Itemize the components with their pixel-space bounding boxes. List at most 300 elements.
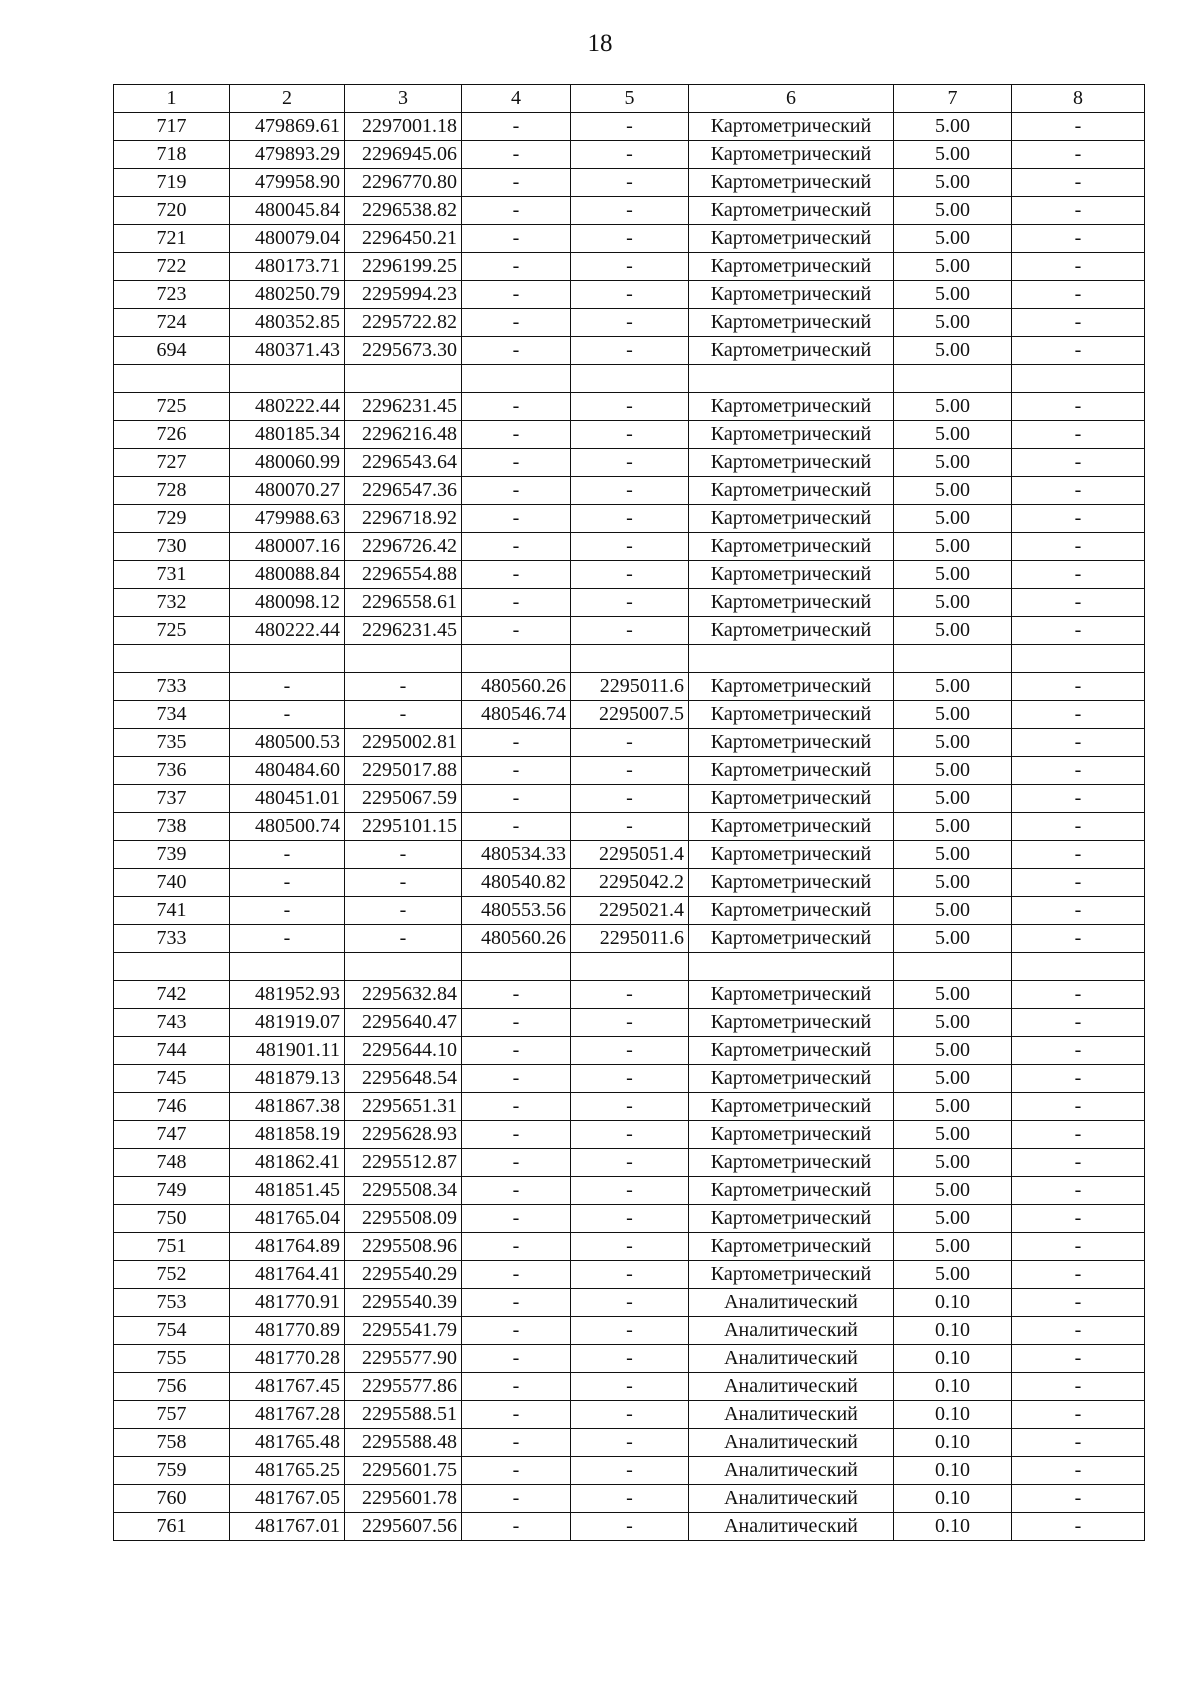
table-cell: 2295577.90 (345, 1345, 462, 1373)
table-cell: 2295651.31 (345, 1093, 462, 1121)
table-cell: 745 (114, 1065, 230, 1093)
table-cell: 2295541.79 (345, 1317, 462, 1345)
table-cell: Картометрический (689, 785, 894, 813)
table-row (114, 197, 1145, 225)
table-cell: 2296558.61 (345, 589, 462, 617)
table-cell: Картометрический (689, 533, 894, 561)
table-cell: 740 (114, 869, 230, 897)
table-cell (230, 645, 345, 673)
table-cell (689, 645, 894, 673)
table-cell: - (571, 141, 689, 169)
table-row (114, 617, 1145, 645)
table-cell: Картометрический (689, 617, 894, 645)
table-cell: 747 (114, 1121, 230, 1149)
table-cell: - (1012, 981, 1145, 1009)
table-cell: - (1012, 897, 1145, 925)
table-cell: - (1012, 1289, 1145, 1317)
table-cell: 479988.63 (230, 505, 345, 533)
table-cell: 2295540.39 (345, 1289, 462, 1317)
table-cell: - (1012, 1205, 1145, 1233)
table-cell: Картометрический (689, 869, 894, 897)
coordinates-table (113, 84, 1145, 1541)
table-cell: 0.10 (894, 1457, 1012, 1485)
table-row (114, 785, 1145, 813)
table-cell: 2295508.96 (345, 1233, 462, 1261)
table-cell: - (571, 757, 689, 785)
table-cell: 481770.28 (230, 1345, 345, 1373)
column-header: 2 (230, 85, 345, 113)
table-cell: 758 (114, 1429, 230, 1457)
table-cell: - (462, 1289, 571, 1317)
table-cell: 481919.07 (230, 1009, 345, 1037)
table-cell: 738 (114, 813, 230, 841)
table-cell: - (345, 673, 462, 701)
table-cell: - (571, 1037, 689, 1065)
table-cell: 5.00 (894, 897, 1012, 925)
table-cell: 722 (114, 253, 230, 281)
table-cell: 725 (114, 617, 230, 645)
table-cell: 480088.84 (230, 561, 345, 589)
table-row (114, 477, 1145, 505)
table-cell: 2296770.80 (345, 169, 462, 197)
table-cell: Аналитический (689, 1345, 894, 1373)
table-row (114, 449, 1145, 477)
table-cell: - (571, 281, 689, 309)
table-cell: - (571, 449, 689, 477)
table-cell: - (462, 729, 571, 757)
table-cell: 5.00 (894, 1261, 1012, 1289)
table-cell: 2295648.54 (345, 1065, 462, 1093)
table-cell: 0.10 (894, 1317, 1012, 1345)
table-cell: Картометрический (689, 477, 894, 505)
table-row (114, 113, 1145, 141)
table-cell: 479893.29 (230, 141, 345, 169)
table-cell: Картометрический (689, 1065, 894, 1093)
table-cell: - (571, 1093, 689, 1121)
table-cell: - (1012, 281, 1145, 309)
table-cell: - (1012, 197, 1145, 225)
table-cell: 728 (114, 477, 230, 505)
table-cell: 5.00 (894, 533, 1012, 561)
table-cell: - (345, 897, 462, 925)
table-cell: 2295601.75 (345, 1457, 462, 1485)
table-cell: 480185.34 (230, 421, 345, 449)
table-cell: - (1012, 1149, 1145, 1177)
table-cell: - (1012, 701, 1145, 729)
table-cell: 2295011.6 (571, 673, 689, 701)
table-cell: - (1012, 589, 1145, 617)
table-cell: 760 (114, 1485, 230, 1513)
table-cell: 480560.26 (462, 925, 571, 953)
table-cell: 2296718.92 (345, 505, 462, 533)
table-cell: - (462, 113, 571, 141)
table-cell: 2295673.30 (345, 337, 462, 365)
table-cell: - (571, 1205, 689, 1233)
table-cell (230, 953, 345, 981)
table-row (114, 225, 1145, 253)
table-cell: 5.00 (894, 309, 1012, 337)
table-cell: 5.00 (894, 589, 1012, 617)
table-cell: - (462, 253, 571, 281)
table-cell: 753 (114, 1289, 230, 1317)
table-cell: - (462, 1345, 571, 1373)
table-cell: 481770.91 (230, 1289, 345, 1317)
table-cell: - (1012, 477, 1145, 505)
table-cell: 481767.28 (230, 1401, 345, 1429)
table-cell: Аналитический (689, 1485, 894, 1513)
table-cell: 5.00 (894, 1009, 1012, 1037)
table-row (114, 505, 1145, 533)
table-cell: - (571, 617, 689, 645)
table-cell: - (462, 1037, 571, 1065)
table-cell: 480222.44 (230, 393, 345, 421)
table-cell: 2296216.48 (345, 421, 462, 449)
table-cell: - (571, 1009, 689, 1037)
table-cell: - (571, 421, 689, 449)
table-cell: 718 (114, 141, 230, 169)
table-cell: 2295601.78 (345, 1485, 462, 1513)
table-cell: - (571, 505, 689, 533)
table-cell (1012, 953, 1145, 981)
table-cell: - (571, 1149, 689, 1177)
table-cell: - (462, 1429, 571, 1457)
table-cell: - (571, 533, 689, 561)
table-cell: 5.00 (894, 1065, 1012, 1093)
table-cell: 480060.99 (230, 449, 345, 477)
table-cell: - (571, 169, 689, 197)
table-cell: - (571, 225, 689, 253)
table-cell: Картометрический (689, 1037, 894, 1065)
table-cell: 5.00 (894, 673, 1012, 701)
table-cell: 2295508.34 (345, 1177, 462, 1205)
table-cell: Аналитический (689, 1513, 894, 1541)
table-row (114, 1093, 1145, 1121)
table-cell: 481770.89 (230, 1317, 345, 1345)
table-cell: 748 (114, 1149, 230, 1177)
table-cell: 2296450.21 (345, 225, 462, 253)
table-cell: 480484.60 (230, 757, 345, 785)
table-cell: Картометрический (689, 897, 894, 925)
table-cell: 5.00 (894, 1121, 1012, 1149)
table-cell: 752 (114, 1261, 230, 1289)
table-cell: - (1012, 813, 1145, 841)
table-cell: 2295607.56 (345, 1513, 462, 1541)
table-cell: 480079.04 (230, 225, 345, 253)
table-cell: 720 (114, 197, 230, 225)
table-cell: - (1012, 1009, 1145, 1037)
table-cell: Аналитический (689, 1457, 894, 1485)
table-cell: Картометрический (689, 505, 894, 533)
table-cell: - (462, 589, 571, 617)
table-cell: - (462, 813, 571, 841)
table-cell: 2295588.48 (345, 1429, 462, 1457)
table-cell: 5.00 (894, 1149, 1012, 1177)
table-cell: 481858.19 (230, 1121, 345, 1149)
table-cell: - (1012, 1121, 1145, 1149)
table-row (114, 1345, 1145, 1373)
table-cell: 480371.43 (230, 337, 345, 365)
table-cell: 2295512.87 (345, 1149, 462, 1177)
table-cell: 5.00 (894, 1177, 1012, 1205)
table-cell: 5.00 (894, 561, 1012, 589)
table-cell: - (1012, 421, 1145, 449)
table-cell: 725 (114, 393, 230, 421)
table-cell: 5.00 (894, 449, 1012, 477)
table-cell: - (571, 393, 689, 421)
table-cell: - (571, 113, 689, 141)
table-cell: - (571, 1261, 689, 1289)
table-cell: 721 (114, 225, 230, 253)
table-row (114, 813, 1145, 841)
table-cell: 480098.12 (230, 589, 345, 617)
table-cell: 481767.05 (230, 1485, 345, 1513)
table-cell: 480500.53 (230, 729, 345, 757)
table-cell: 480560.26 (462, 673, 571, 701)
table-cell: - (1012, 617, 1145, 645)
table-cell: 5.00 (894, 477, 1012, 505)
table-cell (462, 365, 571, 393)
table-cell: - (571, 1233, 689, 1261)
table-cell: - (571, 1485, 689, 1513)
table-cell: 2295722.82 (345, 309, 462, 337)
table-cell: 737 (114, 785, 230, 813)
table-cell: Картометрический (689, 561, 894, 589)
table-cell: 5.00 (894, 1093, 1012, 1121)
table-cell: 2296726.42 (345, 533, 462, 561)
table-cell: 481767.01 (230, 1513, 345, 1541)
table-cell: Картометрический (689, 1093, 894, 1121)
table-cell: 749 (114, 1177, 230, 1205)
table-row (114, 337, 1145, 365)
table-cell: 2295540.29 (345, 1261, 462, 1289)
table-cell: - (462, 393, 571, 421)
table-header-row (114, 85, 1145, 113)
table-row (114, 281, 1145, 309)
table-cell: - (345, 869, 462, 897)
table-cell: - (571, 1429, 689, 1457)
table-cell: 5.00 (894, 225, 1012, 253)
table-cell: - (571, 1317, 689, 1345)
table-cell: - (1012, 785, 1145, 813)
page-number: 18 (587, 30, 613, 57)
table-cell: Картометрический (689, 673, 894, 701)
table-cell: 744 (114, 1037, 230, 1065)
table-cell: - (1012, 1177, 1145, 1205)
table-cell: 0.10 (894, 1373, 1012, 1401)
table-cell: - (1012, 561, 1145, 589)
table-separator-row (114, 645, 1145, 673)
table-cell: - (462, 1373, 571, 1401)
table-cell: Картометрический (689, 925, 894, 953)
table-cell: - (571, 337, 689, 365)
table-row (114, 869, 1145, 897)
table-cell: 2295640.47 (345, 1009, 462, 1037)
table-cell: - (1012, 841, 1145, 869)
table-cell: - (462, 617, 571, 645)
table-cell: - (462, 1177, 571, 1205)
table-cell: Картометрический (689, 393, 894, 421)
table-cell: - (571, 309, 689, 337)
table-cell: - (1012, 1345, 1145, 1373)
table-cell: 5.00 (894, 841, 1012, 869)
table-cell: 2295644.10 (345, 1037, 462, 1065)
table-cell: - (462, 1149, 571, 1177)
table-cell: 743 (114, 1009, 230, 1037)
table-cell: 754 (114, 1317, 230, 1345)
table-row (114, 673, 1145, 701)
table-cell (345, 645, 462, 673)
table-cell: 480007.16 (230, 533, 345, 561)
table-cell: 2296199.25 (345, 253, 462, 281)
table-separator-row (114, 953, 1145, 981)
table-cell: - (1012, 225, 1145, 253)
table-cell: Картометрический (689, 701, 894, 729)
table-row (114, 1317, 1145, 1345)
table-cell: 2295101.15 (345, 813, 462, 841)
table-cell: 481765.25 (230, 1457, 345, 1485)
table-cell: - (571, 785, 689, 813)
table-cell: 727 (114, 449, 230, 477)
table-row (114, 1149, 1145, 1177)
table-cell: 481879.13 (230, 1065, 345, 1093)
table-cell: 481862.41 (230, 1149, 345, 1177)
table-cell: Картометрический (689, 337, 894, 365)
table-cell: Картометрический (689, 757, 894, 785)
table-cell: 751 (114, 1233, 230, 1261)
table-cell: Аналитический (689, 1317, 894, 1345)
table-cell (689, 953, 894, 981)
table-cell: 481851.45 (230, 1177, 345, 1205)
table-cell: 724 (114, 309, 230, 337)
table-cell: 0.10 (894, 1289, 1012, 1317)
table-cell: - (462, 1205, 571, 1233)
table-cell: Картометрический (689, 113, 894, 141)
table-cell: 0.10 (894, 1345, 1012, 1373)
table-row (114, 925, 1145, 953)
table-cell: 5.00 (894, 785, 1012, 813)
table-cell (345, 365, 462, 393)
table-cell: 2295067.59 (345, 785, 462, 813)
table-cell: 2296231.45 (345, 393, 462, 421)
table-cell: 480352.85 (230, 309, 345, 337)
table-cell: 2297001.18 (345, 113, 462, 141)
table-cell: - (1012, 393, 1145, 421)
table-row (114, 421, 1145, 449)
table-row (114, 1037, 1145, 1065)
table-cell: - (1012, 1373, 1145, 1401)
table-cell (114, 365, 230, 393)
table-row (114, 309, 1145, 337)
table-cell: Картометрический (689, 1121, 894, 1149)
table-cell: - (462, 421, 571, 449)
table-cell: 5.00 (894, 393, 1012, 421)
table-cell: - (1012, 1317, 1145, 1345)
table-cell: 5.00 (894, 421, 1012, 449)
table-row (114, 1401, 1145, 1429)
table-cell: - (571, 197, 689, 225)
table-cell: 0.10 (894, 1513, 1012, 1541)
table-cell: Картометрический (689, 169, 894, 197)
table-cell: 750 (114, 1205, 230, 1233)
table-cell (894, 645, 1012, 673)
table-cell: 480500.74 (230, 813, 345, 841)
table-cell: 2295628.93 (345, 1121, 462, 1149)
table-cell: - (1012, 673, 1145, 701)
table-cell: - (345, 841, 462, 869)
table-cell: - (230, 925, 345, 953)
table-cell (462, 645, 571, 673)
table-cell: 5.00 (894, 1205, 1012, 1233)
table-cell: - (571, 1401, 689, 1429)
table-cell: 5.00 (894, 1037, 1012, 1065)
table-cell: - (462, 1233, 571, 1261)
table-cell: Картометрический (689, 1233, 894, 1261)
table-cell: - (571, 1065, 689, 1093)
table-cell: 5.00 (894, 617, 1012, 645)
table-cell: 736 (114, 757, 230, 785)
table-cell: Картометрический (689, 449, 894, 477)
table-cell: 2295017.88 (345, 757, 462, 785)
table-cell: 735 (114, 729, 230, 757)
table-cell: 5.00 (894, 1233, 1012, 1261)
table-row (114, 561, 1145, 589)
table-row (114, 701, 1145, 729)
table-cell: - (1012, 729, 1145, 757)
table-cell: 0.10 (894, 1485, 1012, 1513)
table-cell: - (462, 169, 571, 197)
table-cell: - (1012, 757, 1145, 785)
table-cell: 5.00 (894, 505, 1012, 533)
table-cell: 733 (114, 673, 230, 701)
table-cell: - (1012, 449, 1145, 477)
table-cell: - (1012, 169, 1145, 197)
table-cell: Картометрический (689, 1261, 894, 1289)
table-cell: 746 (114, 1093, 230, 1121)
table-cell: - (230, 869, 345, 897)
table-cell: 2296554.88 (345, 561, 462, 589)
table-cell (689, 365, 894, 393)
table-cell: Картометрический (689, 813, 894, 841)
table-row (114, 1121, 1145, 1149)
table-cell: 480250.79 (230, 281, 345, 309)
table-cell (1012, 365, 1145, 393)
table-cell: 5.00 (894, 701, 1012, 729)
column-header: 7 (894, 85, 1012, 113)
table-cell: 5.00 (894, 757, 1012, 785)
column-header: 8 (1012, 85, 1145, 113)
table-cell: - (462, 1009, 571, 1037)
table-cell: - (1012, 141, 1145, 169)
table-cell: 2295508.09 (345, 1205, 462, 1233)
table-cell (571, 365, 689, 393)
table-cell: 694 (114, 337, 230, 365)
table-cell: 481764.41 (230, 1261, 345, 1289)
table-cell: 481764.89 (230, 1233, 345, 1261)
table-row (114, 841, 1145, 869)
table-cell: 481767.45 (230, 1373, 345, 1401)
table-cell: 759 (114, 1457, 230, 1485)
table-cell: - (571, 253, 689, 281)
table-row (114, 533, 1145, 561)
table-cell: - (571, 1513, 689, 1541)
table-cell: - (1012, 533, 1145, 561)
table-cell: Картометрический (689, 253, 894, 281)
table-cell: - (1012, 1065, 1145, 1093)
table-row (114, 253, 1145, 281)
table-cell: Картометрический (689, 1177, 894, 1205)
table-row (114, 141, 1145, 169)
table-cell: 2296945.06 (345, 141, 462, 169)
